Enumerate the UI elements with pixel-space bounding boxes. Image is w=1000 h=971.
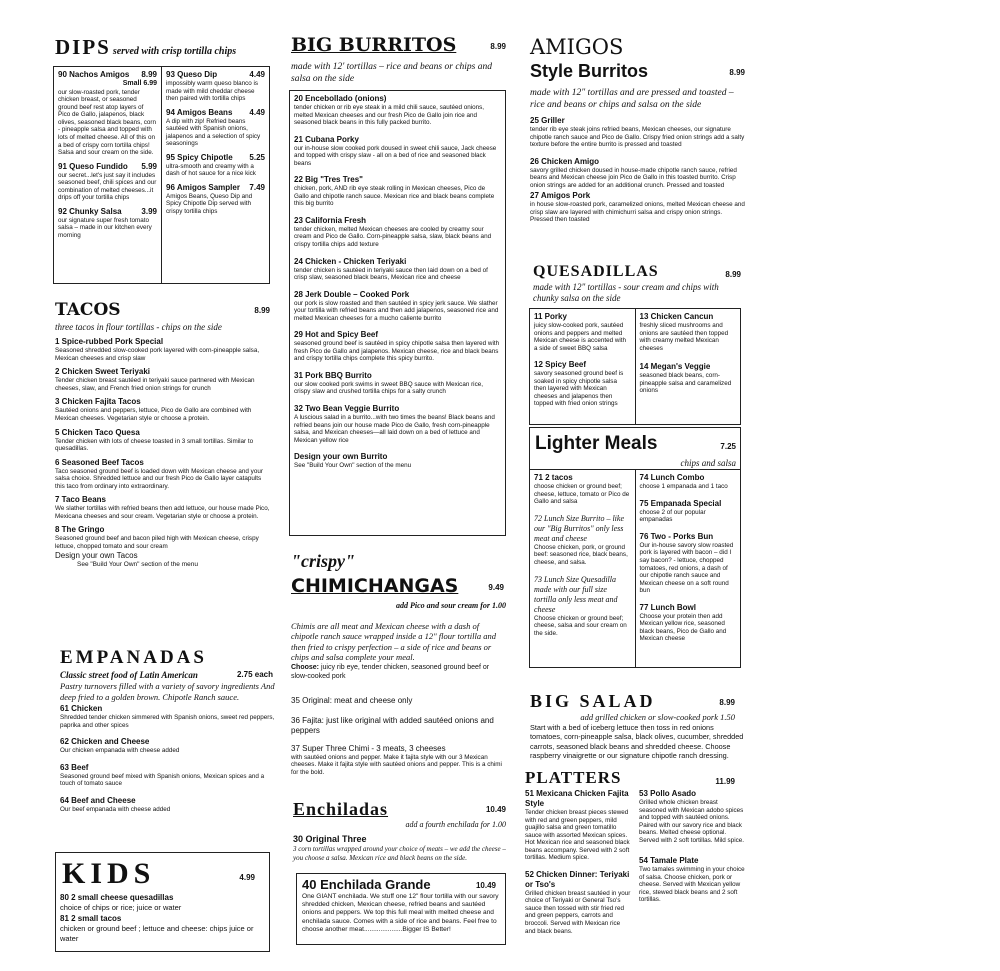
chimi-addon: add Pico and sour cream for 1.00: [396, 600, 506, 610]
burrito-item: 29 Hot and Spicy Beef seasoned ground beef is sautéed in spicy chipotle salsa then layered with fresh Pico de Gallo and jalapenos. Mexican cheese, rice and black beans and crispy tortilla chips complete this spicy burrito.: [294, 330, 500, 363]
chimi-price: 9.49: [488, 582, 504, 592]
chimi-item: 36 Fajita: just like original with added sautéed onions and peppers: [291, 715, 494, 735]
lighter-right-col: [635, 470, 741, 668]
burrito-item: 31 Pork BBQ Burrito our slow cooked pork swims in sweet BBQ sauce with Mexican rice, crispy slaw and crushed tortilla chips for a salty crunch: [294, 370, 483, 396]
empanadas-section: [60, 646, 275, 819]
kids-box: [55, 852, 270, 952]
burritos-header: [291, 34, 506, 54]
quesadilla-item: 14 Megan's Veggie seasoned black beans, corn-pineapple salsa and caramelized onions: [639, 362, 732, 395]
enchilada-grande-box: [296, 873, 506, 945]
dip-item: 90 Nachos Amigos 8.99 Small 6.99 our slow-roasted pork, tender chicken breast, or seasoned ground beef rest atop layers of Pico de Gallo, jalapenos, black olives, seasoned black beans, corn - pineapple salsa and topped with lots of melted cheese. All of this on a bed of crispy corn tortilla chips! Salsa and sour cream on the side.: [58, 70, 157, 157]
lighter-item: 74 Lunch Combo choose 1 empanada and 1 taco: [639, 473, 728, 491]
burritos-title: BIG BURRITOS: [291, 34, 457, 56]
chimi-item: 37 Super Three Chimi - 3 meats, 3 cheeses: [291, 743, 446, 753]
burritos-box: [289, 90, 506, 536]
tacos-section: [55, 300, 270, 570]
tacos-subtitle: three tacos in flour tortillas - chips on the side: [55, 322, 222, 332]
platter-item: 52 Chicken Dinner: Teriyaki or Tso's Grilled chicken breast sautéed in your choice of Teriyaki or General Tso's sauce then tossed with stir fried red and green peppers, carrots and broccoli. Served with Mexican rice and black beans.: [525, 869, 631, 935]
burrito-item: 20 Encebollado (onions) tender chicken or rib eye steak in a mild chili sauce, sautéed onions, melted Mexican cheeses and our fresh Pico de Gallo join rice and seasoned black beans in this fully packed burrito.: [294, 94, 485, 127]
quesadilla-item: 12 Spicy Beef savory seasoned ground beef is soaked in spicy chipotle salsa then layered with Mexican cheeses and jalapenos then topped with fried onion strings: [534, 360, 624, 408]
burrito-item: 32 Two Bean Veggie Burrito A luscious salad in a burrito...with two times the beans! Black beans and refried beans join our house made Pico de Gallo, fresh corn-pineapple salsa, and Mexican cheeses—all laid down on a bed of lettuce and Mexican yellow rice: [294, 404, 495, 444]
lighter-left-col: [530, 470, 635, 668]
quesadillas-right-col: [635, 309, 741, 424]
burrito-item: 21 Cubana Porky our in-house slow cooked pork doused in sweet chili sauce, Jack cheese and topped with crispy slaw - all on a bed of rice and seasoned black beans: [294, 134, 497, 167]
empanadas-intro: Pastry turnovers filled with a variety of savory ingredients And deep fried to a golden brown. Chipotle Ranch sauce.: [60, 681, 275, 702]
quesadillas-header: [533, 262, 741, 305]
quesadillas-subtitle: made with 12" tortillas - sour cream and chips with chunky salsa on the side: [533, 282, 719, 304]
dip-item: 96 Amigos Sampler 7.49 Amigos Beans, Queso Dip and Spicy Chipotle Dip served with crispy tortilla chips: [166, 182, 265, 216]
chimi-choose: juicy rib eye, tender chicken, seasoned ground beef or slow-cooked pork: [291, 664, 490, 680]
lighter-title: Lighter Meals: [535, 433, 658, 454]
chimi-item-desc: with sautéed onions and pepper. Make it fajita style with our 3 Mexican cheeses. Make it fajita style with sautéed onions and pepper. This is a chimi for the bold.: [291, 753, 502, 777]
platter-item: 51 Mexicana Chicken Fajita Style Tender chicken breast pieces stewed with red and green peppers, mild guajillo salsa and green tomatillo sauce with assorted Mexican spices. Hot Mexican rice and seasoned black beans accompany. Served with 2 soft tortillas. Medium spice.: [525, 789, 630, 862]
burrito-item: 28 Jerk Double – Cooked Pork our pork is slow roasted and then sautéed in spicy jerk sauce. We slather your tortilla with refried beans and then add jalapenos, seasoned rice and melted Mexican cheeses for a mucho caliente burrito: [294, 289, 499, 322]
lighter-box: [529, 427, 741, 668]
amigos-item: 26 Chicken Amigo savory grilled chicken doused in house-made chipotle ranch sauce, refried beans and Mexican cheese join Pico de Gallo in this toasted burrito. Crisp onion strings are added for an additional crunch. Pressed and toasted: [530, 156, 737, 189]
dips-left-col: [54, 67, 161, 283]
amigos-subtitle: made with 12" tortillas and are pressed and toasted – rice and beans or chips and salsa on the side: [530, 88, 734, 111]
kids-price: 4.99: [239, 873, 255, 882]
amigos-item: 25 Griller tender rib eye steak joins refried beans, Mexican cheeses, our signature chipotle ranch sauce and Pico de Gallo. Crispy fried onion strings add a salty texture before the entire burrito is pressed and toasted: [530, 116, 745, 149]
lighter-item: 77 Lunch Bowl Choose your protein then add Mexican yellow rice, seasoned black beans, Pico de Gallo and Mexican cheese: [639, 602, 727, 643]
lighter-price: 7.25: [720, 442, 736, 451]
quesadilla-item: 11 Porky juicy slow-cooked pork, sautéed onions and peppers and melted Mexican cheese is accented with a side of sweet BBQ salsa: [534, 312, 627, 352]
empanada-item: 64 Beef and Cheese Our beef empanada with cheese added: [60, 795, 171, 813]
amigos-item: 27 Amigos Pork in house slow-roasted pork, caramelized onions, melted Mexican cheese and crisp slaw are layered with chimichurri salsa and crispy onion strings. Pressed then toasted: [530, 191, 745, 224]
lighter-subtitle: chips and salsa: [680, 458, 736, 468]
amigos-section: [530, 34, 745, 229]
empanadas-price: 2.75 each: [236, 669, 273, 679]
empanada-item: 62 Chicken and Cheese Our chicken empanada with cheese added: [60, 737, 180, 755]
platters-left-col: [525, 789, 635, 940]
salad-price: 8.99: [719, 698, 735, 707]
empanadas-line1: Classic street food of Latin American: [60, 669, 198, 680]
enchiladas-addon: add a fourth enchilada for 1.00: [405, 820, 506, 829]
burrito-item: 23 California Fresh tender chicken, melted Mexican cheeses are cooled by creamy sour cream and Pico de Gallo. Corn-pineapple salsa, slaw, black beans and crispy tortilla chips add texture: [294, 215, 492, 249]
platter-item: 54 Tamale Plate Two tamales swimming in your choice of salsa. Choose chicken, pork or cheese. Served with Mexican yellow rice, stewed black beans and 2 soft tortillas.: [639, 856, 745, 904]
taco-item: 6 Seasoned Beef Tacos Taco seasoned ground beef is loaded down with Mexican cheese and your salsa choice. Shredded lettuce and our fresh Pico de Gallo layer catapults this taco from ordinary into extraordinary.: [55, 457, 263, 490]
dips-title: DIPS: [55, 35, 111, 59]
amigos-title: AMIGOS: [530, 35, 624, 59]
platters-section: [525, 767, 745, 940]
taco-item: 3 Chicken Fajita Tacos Sautéed onions and peppers, lettuce, Pico de Gallo are combined with Mexican cheeses. Vegetarian style or choose a protein.: [55, 397, 252, 422]
kids-item: 81 2 small tacos chicken or ground beef ; lettuce and cheese: chips juice or water: [60, 914, 254, 943]
taco-item: 2 Chicken Sweet Teriyaki Tender chicken breast sautéed in teriyaki sauce partnered with Mexican cheeses, slaw, and French fried onion strings for crunch: [55, 367, 255, 392]
taco-item: 7 Taco Beans We slather tortillas with refried beans then add lettuce, our house made Pico, Mexicana cheeses and sour cream. Vegetarian style or choose a protein.: [55, 495, 270, 520]
kids-item: 80 2 small cheese quesadillas choice of chips or rice; juice or water: [60, 893, 182, 912]
chimi-title: CHIMICHANGAS: [291, 574, 459, 597]
salad-title: BIG SALAD: [530, 691, 656, 711]
grande-price: 10.49: [475, 881, 496, 890]
lighter-item: 72 Lunch Size Burrito – like our "Big Burritos" only less meat and cheese Choose chicken, pork, or ground beef: seasoned rice, black beans, cheese, and salsa.: [534, 513, 628, 566]
burrito-own: Design your own Burrito See "Build Your Own" section of the menu: [294, 452, 412, 470]
grande-name: 40 Enchilada Grande: [302, 877, 431, 892]
empanada-item: 63 Beef Seasoned ground beef mixed with Spanish onions, Mexican spices and a touch of tomato sauce: [60, 762, 265, 788]
burritos-price: 8.99: [490, 42, 506, 51]
chimi-section: [291, 550, 506, 777]
tacos-own-note: See "Build Your Own" section of the menu: [77, 561, 198, 569]
salad-desc: Start with a bed of iceberg lettuce then toss in red onions tomatoes, corn-pineapple salsa, black olives, cucumber, shredded carrots, seasoned black beans and shredded cheese. Choose raspberry vinaigrette or our signature chipotle ranch dressing.: [530, 722, 744, 761]
dip-item: 93 Queso Dip 4.49 impossibly warm queso blanco is made with mild cheddar cheese then paired with tortilla chips: [166, 70, 265, 103]
chimi-crispy: "crispy": [291, 551, 355, 571]
enchiladas-title: Enchiladas: [293, 799, 389, 819]
dip-item: 95 Spicy Chipotle 5.25 ultra-smooth and creamy with a dash of hot sauce for a nice kick: [166, 152, 265, 178]
enchiladas-price: 10.49: [485, 805, 506, 814]
empanadas-title: EMPANADAS: [60, 647, 207, 668]
lighter-item: 75 Empanada Special choose 2 of our popular empanadas: [639, 498, 722, 524]
salad-section: [530, 690, 745, 761]
platter-item: 53 Pollo Asado Grilled whole chicken breast seasoned with Mexican adobo spices and topped with sautéed onions. Paired with our savory rice and black beans. Melted cheese optional. Served with 2 soft tortillas. Mild spice.: [639, 789, 744, 844]
taco-item: 5 Chicken Taco Quesa Tender chicken with lots of cheese toasted in 3 small tortillas. Similar to quesadillas.: [55, 427, 254, 453]
amigos-price: 8.99: [729, 68, 745, 78]
burrito-item: 24 Chicken - Chicken Teriyaki tender chicken is sautéed in teriyaki sauce then laid down on a bed of crisp slaw, seasoned black beans, Mexican rice and cheese: [294, 256, 488, 282]
amigos-title2: Style Burritos: [530, 61, 649, 82]
quesadillas-box: [529, 308, 741, 425]
burrito-item: 22 Big "Tres Tres" chicken, pork, AND rib eye steak rolling in Mexican cheeses, Pico de Gallo and chipotle ranch sauce. Mexican rice and black beans complete this big burrito: [294, 175, 495, 208]
empanada-item: 61 Chicken Shredded tender chicken simmered with Spanish onions, sweet red peppers, paprika and other spices: [60, 704, 275, 729]
quesadillas-title: QUESADILLAS: [533, 263, 659, 280]
kids-title: KIDS: [62, 857, 156, 890]
burritos-subtitle: made with 12' tortillas – rice and beans or chips and salsa on the side: [291, 62, 492, 84]
chimi-choose-label: Choose:: [291, 664, 319, 671]
quesadilla-item: 13 Chicken Cancun freshly sliced mushrooms and onions are sautéed then topped with creamy melted Mexican cheeses: [639, 312, 729, 352]
enchiladas-item30: 30 Original Three: [293, 834, 367, 844]
enchiladas-item30-desc: 3 corn tortillas wrapped around your choice of meats – we add the cheese – you choose a salsa. Mexican rice and black beans on the side.: [293, 845, 506, 862]
taco-item: 1 Spice-rubbed Pork Special Seasoned shredded slow-cooked pork layered with corn-pineapple salsa, Mexican cheeses and crisp slaw: [55, 337, 260, 362]
dips-header: [55, 34, 275, 60]
dip-item: 91 Queso Fundido 5.99 our secret...let's just say it includes seasoned beef, chili spices and our combination of melted cheeses...it drips off your tortilla chips: [58, 161, 157, 202]
dips-right-col: [161, 67, 269, 283]
quesadillas-price: 8.99: [725, 270, 741, 279]
salad-addon: add grilled chicken or slow-cooked pork 1.50: [580, 712, 735, 722]
tacos-title: TACOS: [55, 300, 121, 320]
lighter-item: 76 Two - Porks Bun Our in-house savory slow roasted pork is layered with bacon – did I say bacon? - lettuce, chopped tomatoes, red onions, a dash of our chipotle ranch sauce and Mexican cheese on a soft round bun: [639, 531, 734, 595]
enchiladas-section: [293, 798, 506, 863]
dips-box: [53, 66, 270, 284]
chimi-item: 35 Original: meat and cheese only: [291, 695, 413, 705]
lighter-item: 71 2 tacos choose chicken or ground beef; cheese, lettuce, tomato or Pico de Gallo and salsa: [534, 473, 630, 506]
taco-item: 8 The Gringo Seasoned ground beef and bacon piled high with Mexican cheese, crispy lettuce, chopped tomato and sour cream: [55, 525, 259, 550]
dips-subtitle: served with crisp tortilla chips: [112, 46, 237, 57]
dip-item: 94 Amigos Beans 4.49 A dip with zip! Refried beans sautéed with Spanish onions, jalapenos and a selection of spicy seasonings: [166, 107, 265, 148]
grande-desc: One GIANT enchilada. We stuff one 12" flour tortilla with our savory shredded chicken, Mexican cheese, refried beans and sautéed onions and peppers. We top this full meal with melted cheese and enchilada sauce. Comes with a side of rice and beans. Feel free to choose another meat.....................Bigger IS Better!: [302, 893, 499, 933]
platters-right-col: [635, 789, 745, 940]
chimi-intro: Chimis are all meat and Mexican cheese with a dash of chipotle ranch sauce wrapped inside a 12" flour tortilla and then fried to crispy perfection – a side of rice and beans or chips and salsa complete your meal.: [291, 620, 496, 663]
tacos-price: 8.99: [254, 306, 270, 315]
tacos-own: Design your own Tacos: [55, 551, 138, 561]
lighter-item: 73 Lunch Size Quesadilla made with our full size tortilla only less meat and cheese Choose chicken or ground beef; cheese, salsa and sour cream on the side.: [534, 574, 627, 637]
quesadillas-left-col: [530, 309, 635, 424]
platters-price: 11.99: [715, 777, 735, 786]
platters-title: PLATTERS: [525, 768, 622, 787]
dip-item: 92 Chunky Salsa 3.99 our signature super fresh tomato salsa – made in our kitchen every morning: [58, 206, 157, 239]
